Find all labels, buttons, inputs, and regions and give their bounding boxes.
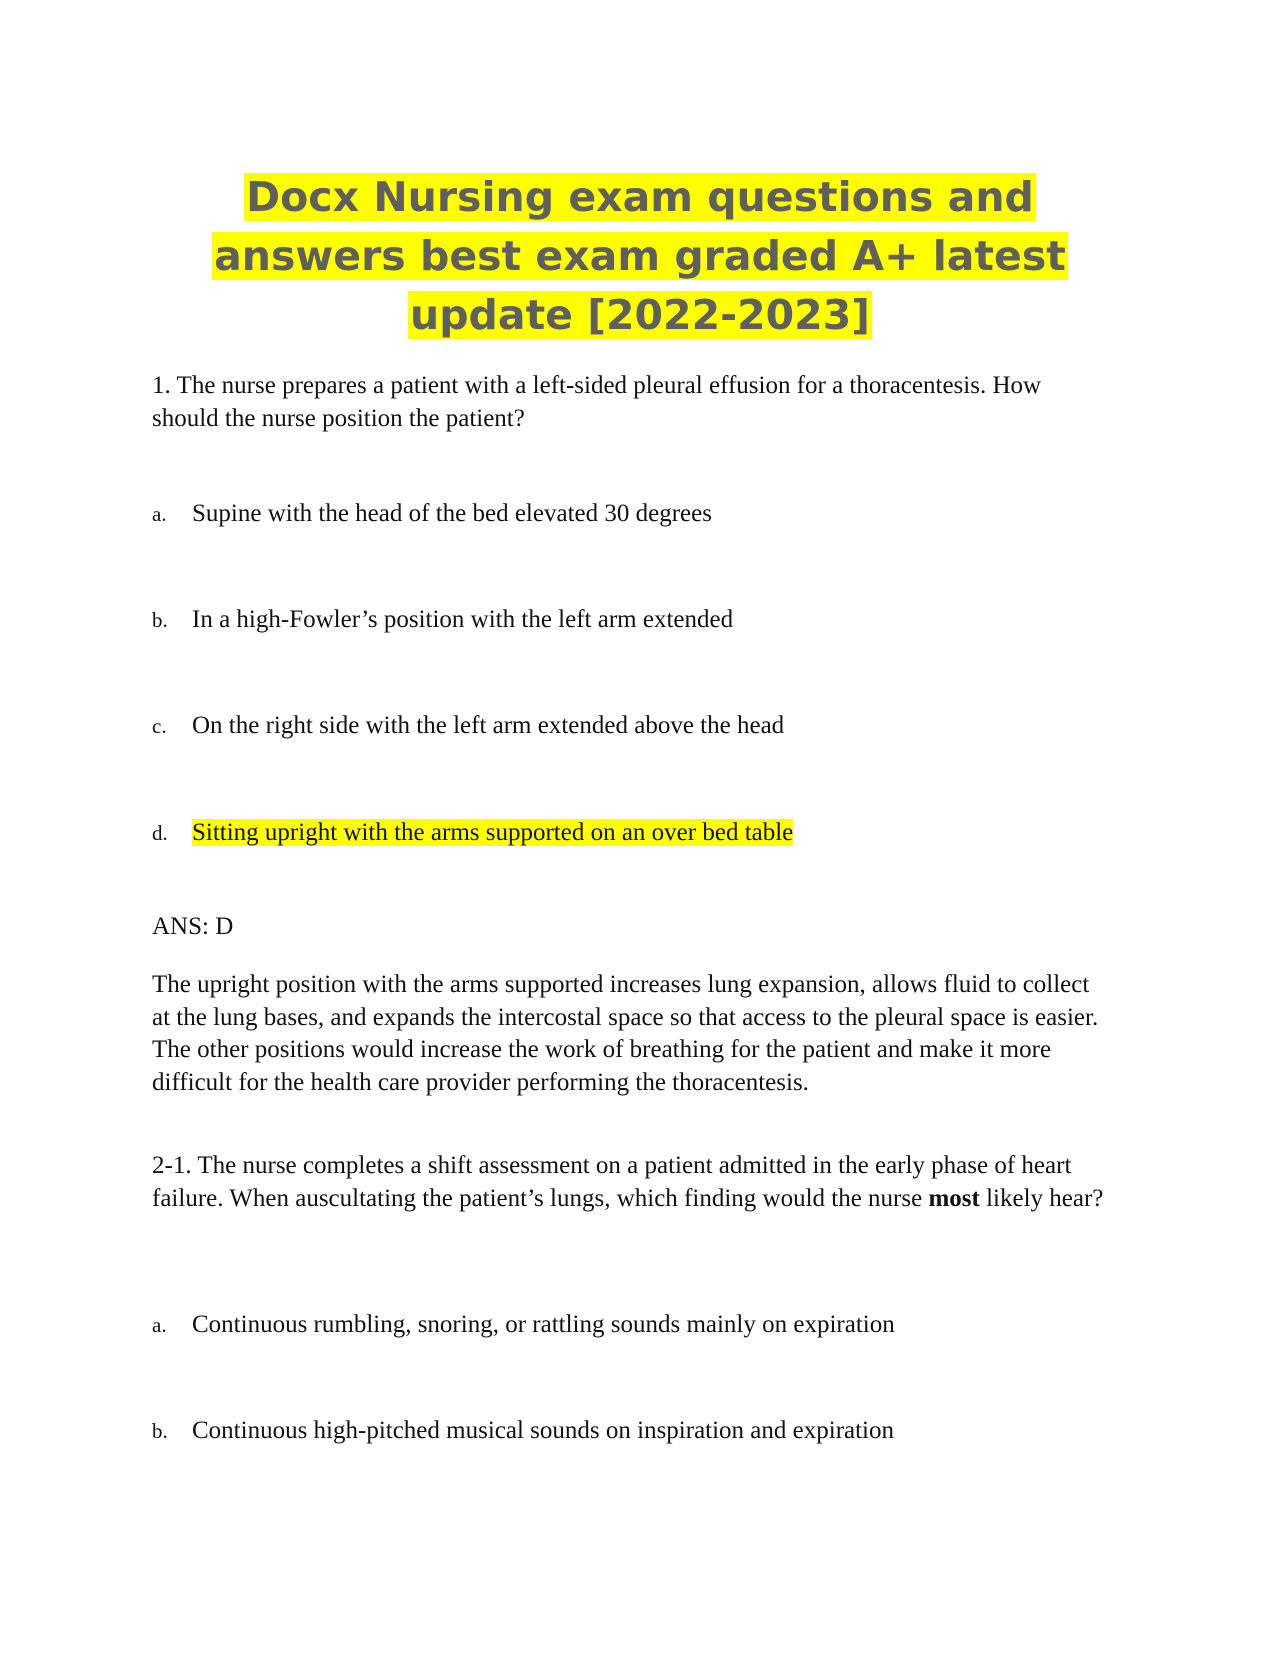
option-letter: b. [152, 1419, 168, 1443]
question-2-option-a [152, 1309, 1112, 1341]
option-text: Continuous rumbling, snoring, or rattling sounds mainly on expiration [192, 1311, 895, 1338]
option-letter: a. [152, 502, 167, 526]
stem-emphasis: most [928, 1184, 980, 1212]
option-letter: a. [152, 1313, 167, 1337]
question-1-answer: ANS: D [152, 913, 234, 940]
question-1-option-b [152, 604, 1112, 636]
question-1-option-a [152, 498, 1112, 530]
option-text: Continuous high-pitched musical sounds on inspiration and expiration [192, 1417, 895, 1444]
stem-text: likely hear? [979, 1184, 1104, 1212]
option-text: In a high-Fowler’s position with the left arm extended [192, 606, 734, 633]
option-text: On the right side with the left arm extended above the head [192, 712, 785, 739]
title-highlight: Docx Nursing exam questions and answers best exam graded A+ latest update [2022-2023] [214, 173, 1066, 339]
question-1-stem: 1. The nurse prepares a patient with a left-sided pleural effusion for a thoracentesis. How should the nurse position the patient? [152, 372, 1042, 432]
question-1-rationale: The upright position with the arms supported increases lung expansion, allows fluid to collect at the lung bases, and expands the intercostal space so that access to the pleural space is easier. The other positions would increase the work of breathing for the patient and make it more difficult for the health care provider performing the thoracentesis. [152, 971, 1099, 1096]
option-text-highlighted: Sitting upright with the arms supported on an over bed table [192, 819, 794, 846]
question-2-option-b [152, 1415, 1112, 1447]
option-letter: b. [152, 608, 168, 632]
document-title [180, 168, 1100, 345]
option-letter: c. [152, 714, 167, 738]
question-2-stem [152, 1150, 1112, 1215]
stem-text: 2-1. The nurse completes a shift assessment on a patient admitted in the early phase of heart failure. When auscultating the patient’s lungs, which finding would the nurse [152, 1152, 1072, 1212]
question-1-option-d [152, 817, 1112, 849]
option-text: Supine with the head of the bed elevated 30 degrees [192, 500, 712, 527]
question-1-option-c [152, 710, 1112, 742]
option-letter: d. [152, 821, 168, 845]
